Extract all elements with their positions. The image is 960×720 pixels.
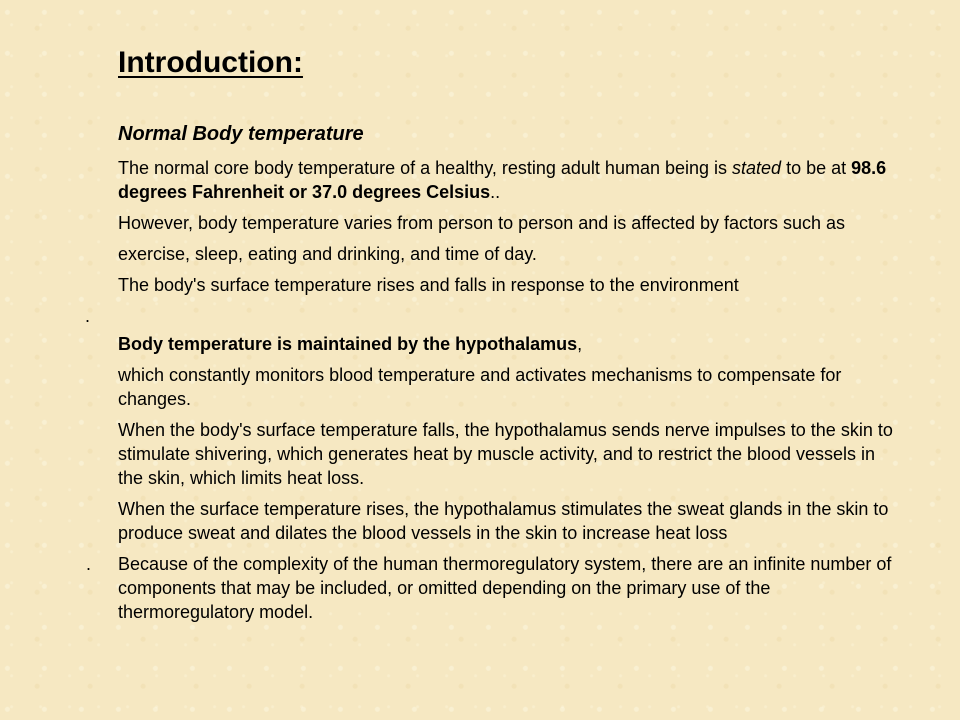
paragraph-text: .. — [490, 182, 501, 202]
separator-dot: . — [86, 554, 92, 574]
paragraph-text: Because of the complexity of the human thermoregulatory system, there are an infinite number of components that may be included, or omitted depending on the primary use of the thermoregulatory model. — [118, 554, 892, 622]
paragraph-normal-temperature — [118, 156, 898, 204]
paragraph-variation: However, body temperature varies from person to person and is affected by factors such as — [118, 213, 846, 233]
stated-word: stated — [732, 158, 782, 178]
separator-dot-line — [85, 304, 898, 328]
separator-dot: . — [85, 306, 91, 326]
paragraph-hypothalamus — [118, 332, 898, 356]
hypothalamus-statement: Body temperature is maintained by the hypothalamus — [118, 334, 578, 354]
paragraph-factors: exercise, sleep, eating and drinking, and time of day. — [118, 244, 537, 264]
paragraph-temperature-rises: When the surface temperature rises, the hypothalamus stimulates the sweat glands in the skin to produce sweat and dilates the blood vessels in the skin to increase heat loss — [118, 499, 889, 543]
slide-title: Introduction: — [118, 46, 303, 79]
temperature-value: 98.6 degrees Fahrenheit or 37.0 degrees Celsius — [118, 158, 887, 202]
slide-body — [85, 120, 898, 631]
paragraph-text: to be at — [781, 158, 852, 178]
paragraph-text: The normal core body temperature of a healthy, resting adult human being is — [118, 158, 733, 178]
paragraph-complexity — [86, 552, 898, 624]
subheading: Normal Body temperature — [118, 123, 364, 145]
paragraph-text: , — [577, 334, 583, 354]
paragraph-surface-temperature: The body's surface temperature rises and falls in response to the environment — [118, 275, 739, 295]
paragraph-monitoring: which constantly monitors blood temperature and activates mechanisms to compensate for changes. — [118, 365, 842, 409]
paragraph-temperature-falls: When the body's surface temperature falls, the hypothalamus sends nerve impulses to the skin to stimulate shivering, which generates heat by muscle activity, and to restrict the blood vessels in the skin, which limits heat loss. — [118, 420, 893, 488]
